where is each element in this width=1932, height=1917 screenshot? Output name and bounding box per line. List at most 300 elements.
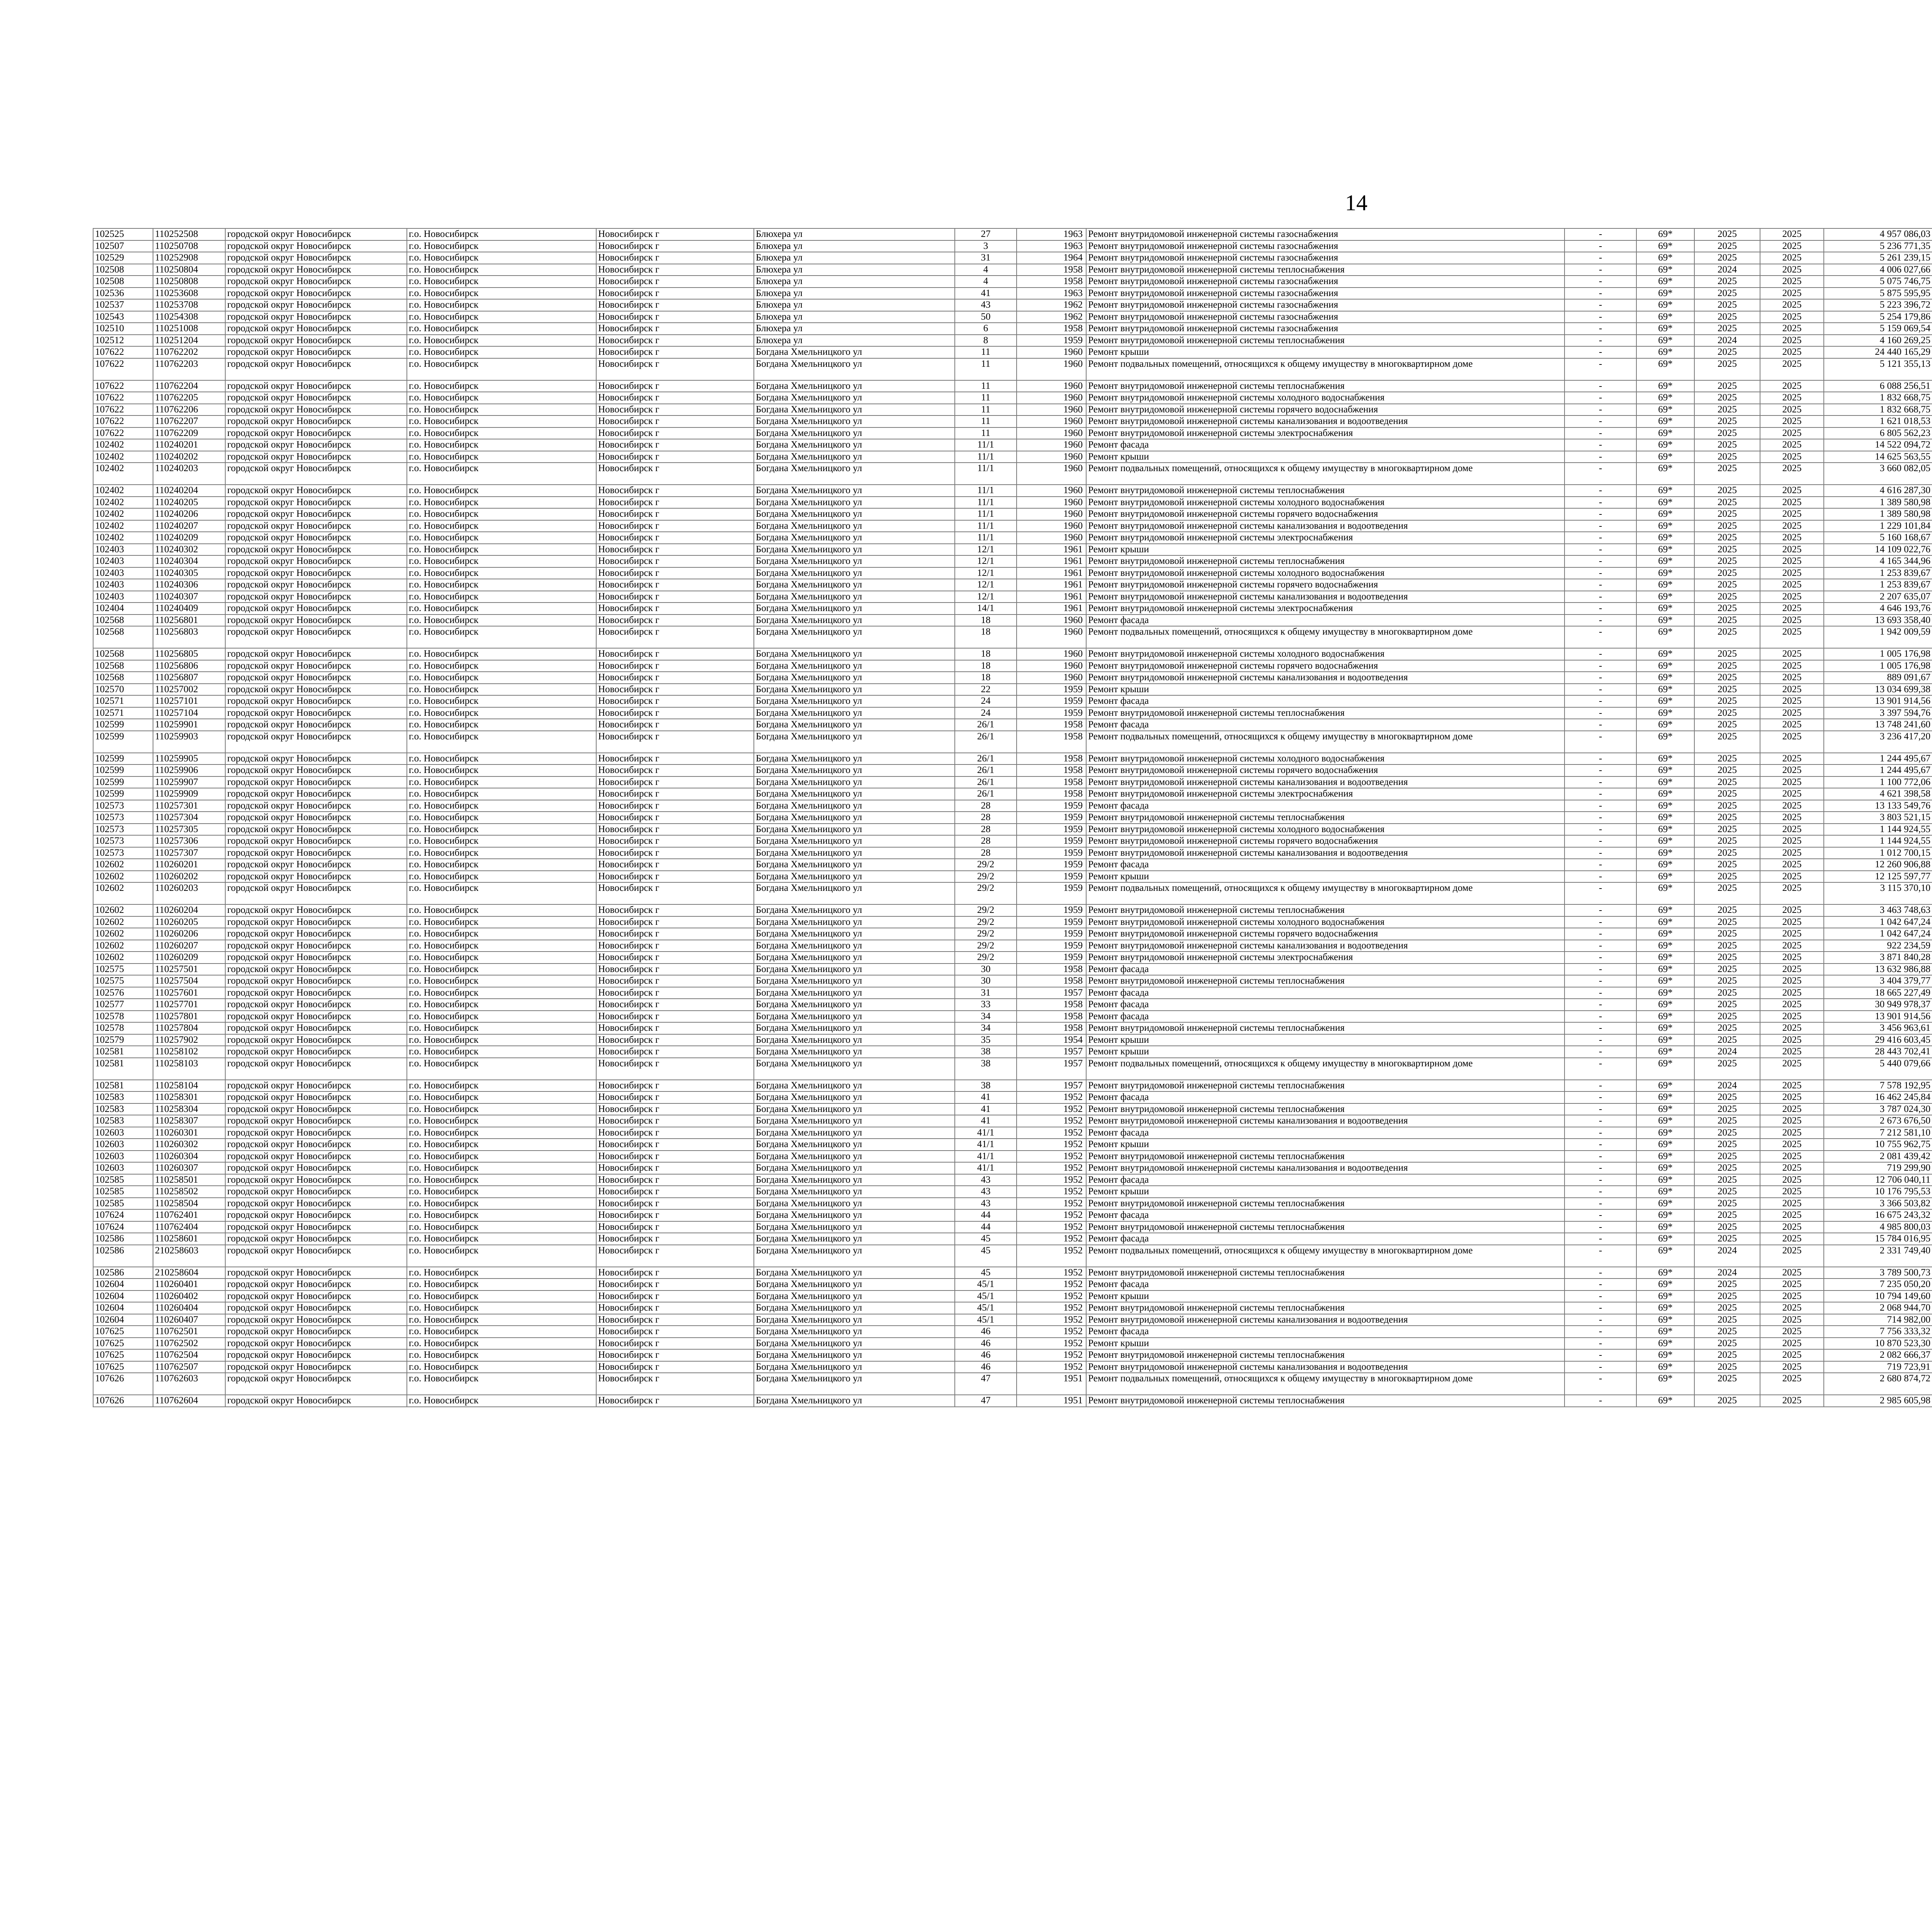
cell-work-id: 110258504 xyxy=(153,1198,225,1210)
cell-build-year: 1952 xyxy=(1017,1103,1086,1115)
cell-house-number: 24 xyxy=(955,707,1017,719)
cell-unit: - xyxy=(1565,847,1636,859)
cell-work-id: 210258604 xyxy=(153,1267,225,1279)
cell-municipal-area: г.о. Новосибирск xyxy=(407,463,596,485)
cell-plan-year-start: 2025 xyxy=(1694,684,1760,696)
cell-unit: - xyxy=(1565,648,1636,660)
cell-work-id: 110259903 xyxy=(153,731,225,753)
cell-municipality: городской округ Новосибирск xyxy=(225,323,407,335)
cell-settlement: Новосибирск г xyxy=(596,987,754,999)
cell-house-number: 41 xyxy=(955,288,1017,300)
cell-street: Блюхера ул xyxy=(754,323,955,335)
cell-house-number: 12/1 xyxy=(955,579,1017,591)
cell-work-id: 110257601 xyxy=(153,987,225,999)
cell-coefficient: 69* xyxy=(1636,707,1694,719)
cell-house-id: 102402 xyxy=(93,520,153,532)
cell-unit: - xyxy=(1565,999,1636,1011)
cell-municipal-area: г.о. Новосибирск xyxy=(407,1022,596,1034)
cell-total-cost: 1 144 924,55 xyxy=(1824,824,1932,836)
cell-total-cost: 15 784 016,95 xyxy=(1824,1233,1932,1245)
cell-municipal-area: г.о. Новосибирск xyxy=(407,707,596,719)
cell-plan-year-start: 2025 xyxy=(1694,753,1760,765)
cell-settlement: Новосибирск г xyxy=(596,940,754,952)
cell-unit: - xyxy=(1565,975,1636,987)
cell-build-year: 1959 xyxy=(1017,882,1086,904)
cell-work-type: Ремонт внутридомовой инженерной системы электроснабжения xyxy=(1086,788,1565,800)
cell-street: Богдана Хмельницкого ул xyxy=(754,415,955,427)
cell-coefficient: 69* xyxy=(1636,1314,1694,1326)
cell-coefficient: 69* xyxy=(1636,882,1694,904)
cell-plan-year-start: 2025 xyxy=(1694,626,1760,648)
table-row xyxy=(93,1326,1932,1338)
cell-coefficient: 69* xyxy=(1636,532,1694,544)
cell-settlement: Новосибирск г xyxy=(596,1279,754,1290)
cell-work-type: Ремонт внутридомовой инженерной системы канализования и водоотведения xyxy=(1086,1314,1565,1326)
cell-settlement: Новосибирск г xyxy=(596,555,754,567)
cell-plan-year-end: 2025 xyxy=(1760,952,1824,964)
cell-work-type: Ремонт фасада xyxy=(1086,1127,1565,1139)
table-row xyxy=(93,882,1932,904)
cell-street: Богдана Хмельницкого ул xyxy=(754,764,955,776)
cell-build-year: 1957 xyxy=(1017,1058,1086,1080)
cell-build-year: 1952 xyxy=(1017,1245,1086,1267)
cell-unit: - xyxy=(1565,252,1636,264)
cell-municipal-area: г.о. Новосибирск xyxy=(407,544,596,556)
cell-house-number: 29/2 xyxy=(955,871,1017,883)
cell-plan-year-end: 2025 xyxy=(1760,1373,1824,1395)
cell-work-type: Ремонт фасада xyxy=(1086,1326,1565,1338)
cell-plan-year-end: 2025 xyxy=(1760,335,1824,347)
cell-work-id: 110256805 xyxy=(153,648,225,660)
cell-municipal-area: г.о. Новосибирск xyxy=(407,964,596,976)
cell-build-year: 1960 xyxy=(1017,392,1086,404)
cell-total-cost: 719 299,90 xyxy=(1824,1162,1932,1174)
table-row xyxy=(93,264,1932,276)
cell-unit: - xyxy=(1565,1314,1636,1326)
cell-total-cost: 4 646 193,76 xyxy=(1824,603,1932,615)
cell-plan-year-start: 2025 xyxy=(1694,871,1760,883)
cell-house-id: 102402 xyxy=(93,463,153,485)
cell-house-number: 26/1 xyxy=(955,776,1017,788)
cell-house-number: 45 xyxy=(955,1267,1017,1279)
cell-build-year: 1958 xyxy=(1017,764,1086,776)
cell-plan-year-end: 2025 xyxy=(1760,847,1824,859)
cell-street: Богдана Хмельницкого ул xyxy=(754,392,955,404)
cell-unit: - xyxy=(1565,824,1636,836)
cell-coefficient: 69* xyxy=(1636,1233,1694,1245)
cell-municipal-area: г.о. Новосибирск xyxy=(407,451,596,463)
cell-build-year: 1954 xyxy=(1017,1034,1086,1046)
cell-street: Блюхера ул xyxy=(754,240,955,252)
cell-municipality: городской округ Новосибирск xyxy=(225,1198,407,1210)
cell-coefficient: 69* xyxy=(1636,1290,1694,1302)
cell-total-cost: 5 075 746,75 xyxy=(1824,276,1932,288)
cell-street: Богдана Хмельницкого ул xyxy=(754,1302,955,1314)
cell-settlement: Новосибирск г xyxy=(596,579,754,591)
table-row xyxy=(93,228,1932,240)
cell-municipality: городской округ Новосибирск xyxy=(225,904,407,916)
cell-plan-year-end: 2025 xyxy=(1760,626,1824,648)
cell-municipality: городской округ Новосибирск xyxy=(225,555,407,567)
cell-plan-year-start: 2025 xyxy=(1694,916,1760,928)
cell-house-id: 102403 xyxy=(93,579,153,591)
cell-house-number: 12/1 xyxy=(955,567,1017,579)
cell-settlement: Новосибирск г xyxy=(596,1290,754,1302)
cell-settlement: Новосибирск г xyxy=(596,824,754,836)
cell-house-number: 41 xyxy=(955,1103,1017,1115)
cell-plan-year-end: 2025 xyxy=(1760,615,1824,627)
cell-plan-year-start: 2025 xyxy=(1694,764,1760,776)
cell-unit: - xyxy=(1565,1326,1636,1338)
cell-plan-year-start: 2025 xyxy=(1694,380,1760,392)
cell-coefficient: 69* xyxy=(1636,1022,1694,1034)
cell-work-type: Ремонт подвальных помещений, относящихся к общему имуществу в многоквартирном доме xyxy=(1086,882,1565,904)
cell-street: Богдана Хмельницкого ул xyxy=(754,520,955,532)
cell-plan-year-end: 2025 xyxy=(1760,1198,1824,1210)
cell-plan-year-end: 2025 xyxy=(1760,1279,1824,1290)
cell-plan-year-end: 2025 xyxy=(1760,485,1824,497)
cell-coefficient: 69* xyxy=(1636,1338,1694,1350)
cell-settlement: Новосибирск г xyxy=(596,648,754,660)
cell-house-number: 44 xyxy=(955,1209,1017,1221)
cell-total-cost: 16 462 245,84 xyxy=(1824,1091,1932,1103)
cell-house-number: 38 xyxy=(955,1058,1017,1080)
cell-work-id: 110251204 xyxy=(153,335,225,347)
cell-build-year: 1960 xyxy=(1017,427,1086,439)
cell-house-number: 26/1 xyxy=(955,764,1017,776)
cell-total-cost: 1 244 495,67 xyxy=(1824,753,1932,765)
cell-settlement: Новосибирск г xyxy=(596,1022,754,1034)
cell-municipal-area: г.о. Новосибирск xyxy=(407,1349,596,1361)
cell-municipal-area: г.о. Новосибирск xyxy=(407,1314,596,1326)
cell-municipal-area: г.о. Новосибирск xyxy=(407,299,596,311)
cell-unit: - xyxy=(1565,731,1636,753)
cell-house-id: 102602 xyxy=(93,904,153,916)
cell-house-number: 29/2 xyxy=(955,882,1017,904)
cell-house-id: 102575 xyxy=(93,964,153,976)
cell-total-cost: 4 957 086,03 xyxy=(1824,228,1932,240)
cell-plan-year-end: 2025 xyxy=(1760,532,1824,544)
cell-work-type: Ремонт крыши xyxy=(1086,544,1565,556)
cell-settlement: Новосибирск г xyxy=(596,626,754,648)
cell-settlement: Новосибирск г xyxy=(596,603,754,615)
cell-total-cost: 12 125 597,77 xyxy=(1824,871,1932,883)
cell-build-year: 1951 xyxy=(1017,1373,1086,1395)
cell-municipality: городской округ Новосибирск xyxy=(225,626,407,648)
cell-house-number: 18 xyxy=(955,648,1017,660)
cell-municipality: городской округ Новосибирск xyxy=(225,776,407,788)
table-row xyxy=(93,508,1932,520)
cell-work-type: Ремонт внутридомовой инженерной системы горячего водоснабжения xyxy=(1086,579,1565,591)
cell-build-year: 1960 xyxy=(1017,532,1086,544)
cell-work-type: Ремонт внутридомовой инженерной системы холодного водоснабжения xyxy=(1086,824,1565,836)
cell-plan-year-start: 2025 xyxy=(1694,276,1760,288)
cell-settlement: Новосибирск г xyxy=(596,532,754,544)
cell-house-id: 102585 xyxy=(93,1174,153,1186)
cell-house-id: 107626 xyxy=(93,1373,153,1395)
cell-settlement: Новосибирск г xyxy=(596,1361,754,1373)
cell-settlement: Новосибирск г xyxy=(596,1058,754,1080)
cell-build-year: 1957 xyxy=(1017,1046,1086,1058)
cell-coefficient: 69* xyxy=(1636,252,1694,264)
cell-municipal-area: г.о. Новосибирск xyxy=(407,1139,596,1151)
cell-total-cost: 5 223 396,72 xyxy=(1824,299,1932,311)
cell-settlement: Новосибирск г xyxy=(596,916,754,928)
cell-house-id: 102585 xyxy=(93,1198,153,1210)
cell-house-id: 102573 xyxy=(93,847,153,859)
table-row xyxy=(93,660,1932,672)
cell-settlement: Новосибирск г xyxy=(596,1011,754,1023)
cell-settlement: Новосибирск г xyxy=(596,812,754,824)
cell-municipality: городской округ Новосибирск xyxy=(225,1373,407,1395)
cell-municipality: городской округ Новосибирск xyxy=(225,812,407,824)
cell-plan-year-end: 2025 xyxy=(1760,1046,1824,1058)
cell-settlement: Новосибирск г xyxy=(596,835,754,847)
cell-house-number: 11/1 xyxy=(955,463,1017,485)
cell-work-id: 110240306 xyxy=(153,579,225,591)
cell-municipal-area: г.о. Новосибирск xyxy=(407,1198,596,1210)
table-row xyxy=(93,1139,1932,1151)
cell-total-cost: 13 133 549,76 xyxy=(1824,800,1932,812)
cell-build-year: 1960 xyxy=(1017,520,1086,532)
cell-plan-year-start: 2025 xyxy=(1694,532,1760,544)
cell-house-number: 29/2 xyxy=(955,904,1017,916)
cell-unit: - xyxy=(1565,1162,1636,1174)
cell-house-number: 34 xyxy=(955,1011,1017,1023)
cell-settlement: Новосибирск г xyxy=(596,591,754,603)
cell-total-cost: 12 706 040,11 xyxy=(1824,1174,1932,1186)
cell-street: Богдана Хмельницкого ул xyxy=(754,427,955,439)
cell-house-id: 102583 xyxy=(93,1103,153,1115)
cell-total-cost: 1 005 176,98 xyxy=(1824,660,1932,672)
cell-work-type: Ремонт подвальных помещений, относящихся к общему имуществу в многоквартирном доме xyxy=(1086,626,1565,648)
cell-plan-year-end: 2025 xyxy=(1760,252,1824,264)
cell-municipality: городской округ Новосибирск xyxy=(225,975,407,987)
cell-coefficient: 69* xyxy=(1636,567,1694,579)
cell-total-cost: 10 794 149,60 xyxy=(1824,1290,1932,1302)
cell-work-type: Ремонт фасада xyxy=(1086,1233,1565,1245)
cell-total-cost: 1 100 772,06 xyxy=(1824,776,1932,788)
cell-plan-year-end: 2025 xyxy=(1760,1174,1824,1186)
cell-build-year: 1952 xyxy=(1017,1326,1086,1338)
cell-total-cost: 1 229 101,84 xyxy=(1824,520,1932,532)
cell-municipal-area: г.о. Новосибирск xyxy=(407,626,596,648)
cell-total-cost: 2 207 635,07 xyxy=(1824,591,1932,603)
cell-street: Богдана Хмельницкого ул xyxy=(754,952,955,964)
cell-build-year: 1952 xyxy=(1017,1186,1086,1198)
cell-unit: - xyxy=(1565,1115,1636,1127)
cell-work-id: 110260402 xyxy=(153,1290,225,1302)
cell-total-cost: 16 675 243,32 xyxy=(1824,1209,1932,1221)
cell-municipal-area: г.о. Новосибирск xyxy=(407,508,596,520)
cell-total-cost: 3 871 840,28 xyxy=(1824,952,1932,964)
cell-house-number: 31 xyxy=(955,252,1017,264)
cell-unit: - xyxy=(1565,1233,1636,1245)
cell-plan-year-end: 2025 xyxy=(1760,497,1824,509)
cell-total-cost: 2 082 666,37 xyxy=(1824,1349,1932,1361)
cell-house-number: 18 xyxy=(955,660,1017,672)
cell-plan-year-start: 2025 xyxy=(1694,1338,1760,1350)
cell-house-id: 102570 xyxy=(93,684,153,696)
cell-municipal-area: г.о. Новосибирск xyxy=(407,1267,596,1279)
cell-house-id: 102599 xyxy=(93,764,153,776)
cell-work-id: 110762205 xyxy=(153,392,225,404)
cell-municipality: городской округ Новосибирск xyxy=(225,1302,407,1314)
cell-work-type: Ремонт крыши xyxy=(1086,1034,1565,1046)
cell-build-year: 1960 xyxy=(1017,463,1086,485)
cell-settlement: Новосибирск г xyxy=(596,847,754,859)
cell-municipality: городской округ Новосибирск xyxy=(225,451,407,463)
cell-work-type: Ремонт внутридомовой инженерной системы теплоснабжения xyxy=(1086,555,1565,567)
cell-street: Богдана Хмельницкого ул xyxy=(754,1162,955,1174)
cell-street: Блюхера ул xyxy=(754,299,955,311)
cell-municipal-area: г.о. Новосибирск xyxy=(407,1080,596,1092)
table-row xyxy=(93,835,1932,847)
cell-house-id: 107625 xyxy=(93,1338,153,1350)
cell-municipality: городской округ Новосибирск xyxy=(225,1151,407,1163)
cell-house-id: 107625 xyxy=(93,1361,153,1373)
table-row xyxy=(93,544,1932,556)
cell-house-id: 102603 xyxy=(93,1151,153,1163)
cell-municipal-area: г.о. Новосибирск xyxy=(407,904,596,916)
cell-house-id: 102568 xyxy=(93,626,153,648)
cell-street: Богдана Хмельницкого ул xyxy=(754,1174,955,1186)
cell-total-cost: 13 901 914,56 xyxy=(1824,1011,1932,1023)
cell-work-id: 110257701 xyxy=(153,999,225,1011)
table-row xyxy=(93,1127,1932,1139)
cell-settlement: Новосибирск г xyxy=(596,358,754,380)
cell-work-type: Ремонт фасада xyxy=(1086,800,1565,812)
cell-plan-year-start: 2025 xyxy=(1694,1198,1760,1210)
cell-work-id: 110260203 xyxy=(153,882,225,904)
cell-plan-year-end: 2025 xyxy=(1760,1361,1824,1373)
cell-street: Богдана Хмельницкого ул xyxy=(754,1314,955,1326)
cell-house-id: 102536 xyxy=(93,288,153,300)
cell-municipal-area: г.о. Новосибирск xyxy=(407,323,596,335)
cell-settlement: Новосибирск г xyxy=(596,1233,754,1245)
cell-municipality: городской округ Новосибирск xyxy=(225,648,407,660)
cell-settlement: Новосибирск г xyxy=(596,871,754,883)
cell-work-id: 110258601 xyxy=(153,1233,225,1245)
cell-settlement: Новосибирск г xyxy=(596,1349,754,1361)
cell-plan-year-end: 2025 xyxy=(1760,1349,1824,1361)
cell-house-number: 45/1 xyxy=(955,1279,1017,1290)
cell-plan-year-start: 2025 xyxy=(1694,824,1760,836)
cell-coefficient: 69* xyxy=(1636,904,1694,916)
table-row xyxy=(93,731,1932,753)
cell-unit: - xyxy=(1565,707,1636,719)
cell-plan-year-end: 2025 xyxy=(1760,1022,1824,1034)
cell-house-number: 26/1 xyxy=(955,731,1017,753)
cell-municipality: городской округ Новосибирск xyxy=(225,1046,407,1058)
cell-build-year: 1952 xyxy=(1017,1151,1086,1163)
table-row xyxy=(93,497,1932,509)
cell-municipality: городской округ Новосибирск xyxy=(225,1011,407,1023)
cell-coefficient: 69* xyxy=(1636,800,1694,812)
cell-municipality: городской округ Новосибирск xyxy=(225,964,407,976)
cell-house-id: 107622 xyxy=(93,380,153,392)
table-row xyxy=(93,288,1932,300)
cell-total-cost: 2 068 944,70 xyxy=(1824,1302,1932,1314)
cell-coefficient: 69* xyxy=(1636,999,1694,1011)
cell-work-id: 110258304 xyxy=(153,1103,225,1115)
cell-municipal-area: г.о. Новосибирск xyxy=(407,800,596,812)
cell-coefficient: 69* xyxy=(1636,1058,1694,1080)
cell-settlement: Новосибирск г xyxy=(596,731,754,753)
cell-plan-year-end: 2025 xyxy=(1760,1314,1824,1326)
cell-coefficient: 69* xyxy=(1636,1209,1694,1221)
table-row xyxy=(93,1198,1932,1210)
cell-total-cost: 1 042 647,24 xyxy=(1824,928,1932,940)
cell-total-cost: 13 901 914,56 xyxy=(1824,695,1932,707)
cell-plan-year-end: 2025 xyxy=(1760,835,1824,847)
cell-plan-year-start: 2025 xyxy=(1694,1091,1760,1103)
cell-total-cost: 1 144 924,55 xyxy=(1824,835,1932,847)
cell-plan-year-end: 2025 xyxy=(1760,392,1824,404)
cell-work-type: Ремонт внутридомовой инженерной системы теплоснабжения xyxy=(1086,1198,1565,1210)
cell-unit: - xyxy=(1565,346,1636,358)
table-row xyxy=(93,346,1932,358)
cell-municipality: городской округ Новосибирск xyxy=(225,380,407,392)
cell-plan-year-start: 2025 xyxy=(1694,835,1760,847)
cell-street: Богдана Хмельницкого ул xyxy=(754,999,955,1011)
cell-house-number: 11 xyxy=(955,404,1017,416)
cell-work-id: 110240209 xyxy=(153,532,225,544)
cell-work-id: 110260307 xyxy=(153,1162,225,1174)
cell-unit: - xyxy=(1565,1245,1636,1267)
cell-municipal-area: г.о. Новосибирск xyxy=(407,1186,596,1198)
cell-municipality: городской округ Новосибирск xyxy=(225,940,407,952)
cell-municipality: городской округ Новосибирск xyxy=(225,916,407,928)
cell-street: Богдана Хмельницкого ул xyxy=(754,964,955,976)
cell-unit: - xyxy=(1565,1058,1636,1080)
table-row xyxy=(93,999,1932,1011)
cell-plan-year-start: 2025 xyxy=(1694,1011,1760,1023)
cell-plan-year-start: 2025 xyxy=(1694,1361,1760,1373)
cell-street: Богдана Хмельницкого ул xyxy=(754,555,955,567)
table-row xyxy=(93,1361,1932,1373)
cell-municipality: городской округ Новосибирск xyxy=(225,1326,407,1338)
cell-work-id: 110762604 xyxy=(153,1395,225,1407)
cell-street: Богдана Хмельницкого ул xyxy=(754,1103,955,1115)
cell-municipal-area: г.о. Новосибирск xyxy=(407,1174,596,1186)
cell-work-id: 110256803 xyxy=(153,626,225,648)
cell-house-number: 31 xyxy=(955,987,1017,999)
cell-work-type: Ремонт внутридомовой инженерной системы теплоснабжения xyxy=(1086,1349,1565,1361)
cell-total-cost: 3 787 024,30 xyxy=(1824,1103,1932,1115)
cell-build-year: 1957 xyxy=(1017,1080,1086,1092)
cell-plan-year-start: 2025 xyxy=(1694,1373,1760,1395)
cell-house-number: 41/1 xyxy=(955,1151,1017,1163)
cell-settlement: Новосибирск г xyxy=(596,1221,754,1233)
table-row xyxy=(93,928,1932,940)
cell-unit: - xyxy=(1565,591,1636,603)
cell-build-year: 1958 xyxy=(1017,1022,1086,1034)
cell-plan-year-end: 2025 xyxy=(1760,288,1824,300)
cell-plan-year-start: 2025 xyxy=(1694,904,1760,916)
cell-street: Богдана Хмельницкого ул xyxy=(754,1395,955,1407)
cell-work-id: 110259905 xyxy=(153,753,225,765)
cell-coefficient: 69* xyxy=(1636,276,1694,288)
cell-build-year: 1958 xyxy=(1017,731,1086,753)
table-row xyxy=(93,648,1932,660)
cell-build-year: 1963 xyxy=(1017,240,1086,252)
cell-total-cost: 2 331 749,40 xyxy=(1824,1245,1932,1267)
table-row xyxy=(93,520,1932,532)
cell-total-cost: 24 440 165,29 xyxy=(1824,346,1932,358)
cell-plan-year-end: 2025 xyxy=(1760,463,1824,485)
cell-plan-year-end: 2025 xyxy=(1760,871,1824,883)
